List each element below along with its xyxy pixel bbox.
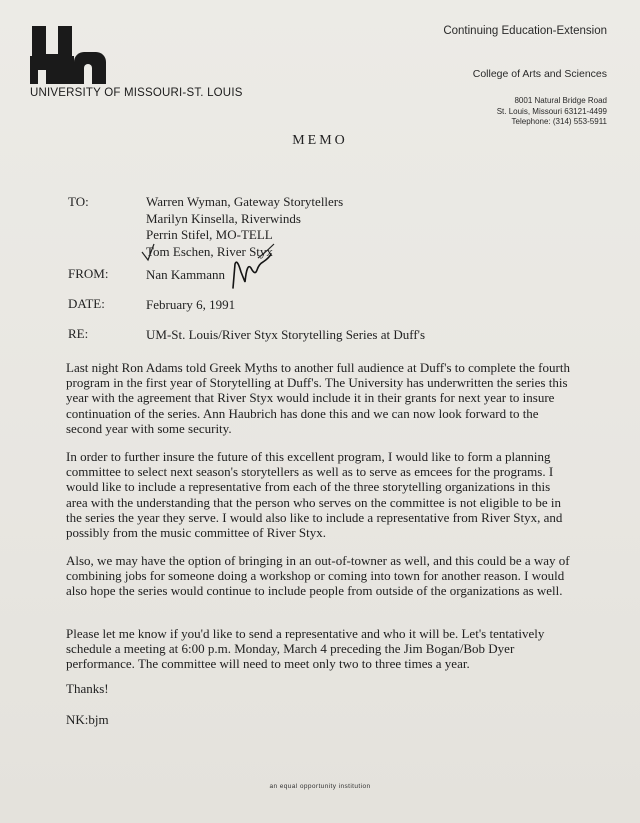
paragraph-4: Please let me know if you'd like to send a representative and who it will be. Let's tentatively schedule a meeting at 6:00 p.m. Monday, March 4 preceding the Jim Bogan/Bob Dyer performance. The committee will need to meet only two to three times a year. — [66, 626, 545, 672]
department-name: Continuing Education-Extension — [443, 25, 607, 37]
re-value: UM-St. Louis/River Styx Storytelling Series at Duff's — [146, 327, 426, 342]
um-logo — [30, 26, 106, 84]
address-line-2: St. Louis, Missouri 63121-4499 — [496, 106, 607, 116]
typist-initials: NK:bjm — [66, 712, 109, 727]
university-name: UNIVERSITY OF MISSOURI-ST. LOUIS — [30, 87, 243, 99]
recipient-2: Marilyn Kinsella, Riverwinds — [146, 210, 301, 226]
closing: Thanks! — [66, 681, 109, 696]
address-line-1: 8001 Natural Bridge Road — [514, 96, 607, 105]
date-value: February 6, 1991 — [146, 297, 236, 312]
to-label: TO: — [68, 194, 89, 209]
memo-title: MEMO — [292, 133, 348, 148]
from-value: Nan Kammann — [146, 267, 226, 282]
recipient-1: Warren Wyman, Gateway Storytellers — [146, 194, 344, 209]
date-label: DATE: — [68, 296, 105, 311]
recipient-4: Tom Eschen, River Styx — [146, 243, 273, 259]
address-block — [497, 96, 607, 128]
footer-text: an equal opportunity institution — [269, 783, 371, 790]
paragraph-2: In order to further insure the future of this excellent program, I would like to form a planning committee to select next season's storytellers as well as to serve as emcees for the programs. I would like to include a representative from each of the three storytelling organizations in this area with the understanding that the person who serves on the committee is not eligible to be in the series the year they serve. I would also like to include a representative from River Styx, and possibly from the music committee of River Styx. — [66, 449, 563, 541]
recipient-3: Perrin Stifel, MO-TELL — [146, 227, 273, 242]
handwritten-initials-signature — [229, 252, 273, 292]
college-name: College of Arts and Sciences — [472, 68, 607, 80]
telephone-line: Telephone: (314) 553-5911 — [511, 117, 607, 126]
re-label: RE: — [68, 326, 89, 341]
from-label: FROM: — [68, 266, 109, 281]
paragraph-3: Also, we may have the option of bringing in an out-of-towner as well, and this could be a way of combining jobs for someone doing a workshop or coming into town for another reason. I would also hope the series would continue to include people from outside of the organizations as well. — [66, 553, 570, 599]
paragraph-1: Last night Ron Adams told Greek Myths to another full audience at Duff's to complete the fourth program in the first year of Storytelling at Duff's. The University has underwritten the series this year with the agreement that River Styx would include it in their grants for next year to insure continuation of the series. Ann Haubrich has done this and we can now look forward to the second year with some security. — [66, 360, 570, 436]
